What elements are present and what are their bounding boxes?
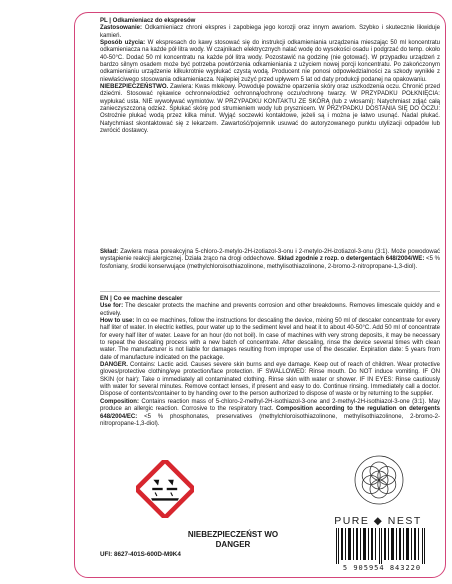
pl-usage-label: Zastosowanie:: [100, 25, 143, 32]
en-how-paragraph: [100, 318, 440, 362]
en-use-label: Use for:: [100, 303, 124, 310]
pl-method-label: Sposób użycia:: [100, 40, 146, 47]
barcode: [334, 528, 430, 564]
pl-method-text: W ekspresach do kawy stosować się do instrukcji odkamieniania urządzenia mieszając 50 ml koncentratu odkamieniacza na każde pół litra wody. W czajnikach elektrycznych nalać wodę do wysokości osadu i podgrzać do temp. około 40-50°C. Dodać 50 ml koncentratu na każde pół litra wody. Pozostawić na godzinę (nie gotować). W przypadku urządzeń z bardzo silnym osadem może być potrzeba powtórzenia odkamieniania z użyciem nowej porcji koncentratu. Po zakończonym odkamienianiu urządzenie kilkukrotnie wypłukać czystą wodą. Producent nie ponosi odpowiedzialności za szkody wynikłe z niewłaściwego stosowania odkamieniacza. Najlepiej zużyć przed upływem 5 lat od daty produkcji podanej na opakowaniu.: [100, 40, 441, 83]
pl-usage-paragraph: [100, 25, 440, 40]
barcode-number: 5 905954 843220: [342, 564, 422, 572]
pl-title: PL | Odkamieniacz do ekspresów: [100, 18, 196, 24]
en-composition-bold: Composition according to the regulation on detergents 648/2004/EC:: [100, 406, 441, 420]
en-use-paragraph: [100, 303, 440, 318]
sklad-text: Zawiera masa poreakcyjna 5-chloro-2-metylo-2H-izotiazol-3-onu i 2-metylo-2H-izotiazol-3-onu (3:1). Może powodować wystąpienie reakcji alergicznej. Działa żrąco na drogi oddechowe.: [100, 249, 440, 263]
pl-method-paragraph: [100, 40, 440, 84]
en-danger-paragraph: [100, 362, 440, 399]
ghs05-corrosion-icon: [136, 460, 194, 518]
flower-of-life-icon: [349, 450, 409, 510]
sklad-paragraph: [100, 249, 440, 271]
section-divider: [100, 291, 440, 292]
signal-word: NIEBEZPIECZEŃST WO DANGER: [187, 530, 279, 549]
english-section: [100, 296, 440, 428]
sklad-bold-text: Skład zgodnie z rozp. o detergentach 648/2004/WE:: [277, 256, 425, 263]
en-how-label: How to use:: [100, 318, 135, 325]
en-composition-paragraph: [100, 399, 440, 428]
pl-danger-label: NIEBEZPIECZEŃSTWO.: [100, 84, 169, 91]
pl-danger-text: Zawiera: Kwas mlekowy. Powoduje poważne oparzenia skóry oraz uszkodzenia oczu. Chronić przed dziećmi. Stosować rękawice ochronne/odzież ochronną/ochronę oczu/ochronę twarzy. W PRZYPADKU POŁKNIĘCIA: wypłukać usta. NIE wywoływać wymiotów. W PRZYPADKU KONTAKTU ZE SKÓRĄ (lub z włosami): Natychmiast zdjąć całą zanieczyszczoną odzież. Spłukać skórę pod strumieniem wody lub prysznicem. W PRZYPADKU DOSTANIA SIĘ DO OCZU: Ostrożnie płukać wodą przez kilka minut. Wyjąć soczewki kontaktowe, jeżeli są i można je łatwo usunąć. Nadal płukać. Natychmiast skontaktować się z lekarzem. Zawartość/pojemnik usuwać do autoryzowanego punktu utylizacji odpadów lub zwrócić dostawcy.: [100, 84, 440, 135]
ufi-code: UFI: 8627-401S-600D-M9K4: [100, 551, 181, 558]
pl-danger-paragraph: [100, 84, 440, 135]
en-how-text: In co ee machines, follow the instructions for descaling the device, mixing 50 ml of descaler concentrate for every half liter of water. In electric kettles, pour water up to the sediment level and heat it to about 40-50°C. Add 50 ml of concentrate for every half liter of water. Leave for an hour (do not boil). In case of machines with very strong deposits, it may be necessary to repeat the descaling process with a new batch of concentrate. After descaling, rinse the device several times with clean water. The manufacturer is not liable for damages resulting from improper use of the descaler. Expiration date: 5 years from date of manufacture indicated on the package.: [100, 318, 440, 361]
en-composition-tail: <5 % phosphonates, preservatives (methylchloroisothiazolinone, methylisothiazolinone, 2-bromo-2-nitropropane-1,3-diol).: [100, 413, 440, 427]
sklad-tail-text: <5 % fosfoniany, środki konserwujące (methylchloroisothiazolinone, methylisothiazolinone, 2-bromo-2-nitropropane-1,3-diol).: [100, 256, 440, 270]
en-title: EN | Co ee machine descaler: [100, 296, 183, 302]
composition-pl-section: [100, 249, 440, 271]
sklad-label: Skład:: [100, 249, 119, 255]
en-composition-label: Composition:: [100, 398, 139, 405]
en-composition-text: Contains reaction mass of 5-chloro-2-methyl-2H-isothiazol-3-one and 2-methyl-2H-isothiazol-3-one (3:1). May produce an allergic reaction. Corrosive to the respiratory tract.: [100, 398, 440, 413]
pl-usage-text: Odkamieniacz chroni ekspres i zapobiega jego korozji oraz innym awariom. Szybko i skutecznie likwiduje kamień.: [100, 25, 440, 39]
polish-section: [100, 18, 440, 136]
brand-name: PURE ◆ NEST: [334, 515, 422, 527]
en-danger-label: DANGER.: [100, 362, 128, 369]
en-use-text: The descaler protects the machine and prevents corrosion and other breakdowns. Removes limescale quickly and e ectively.: [100, 303, 440, 317]
en-danger-text: Contains: Lactic acid. Causes severe skin burns and eye damage. Keep out of reach of children. Wear protective gloves/protective clothing/eye protection/face protection. IF SWALLOWED: Rinse mouth. Do NOT induce vomiting. IF ON SKIN (or hair): Take o immediately all contaminated clothing. Rinse skin with water or shower. IF IN EYES: Rinse cautiously with water for several minutes. Remove contact lenses, if present and easy to do. Continue rinsing. Immediately call a doctor. Dispose of contents/container to by handing over to the person authorized to dispose of waste or by returning to the supplier.: [100, 362, 440, 398]
